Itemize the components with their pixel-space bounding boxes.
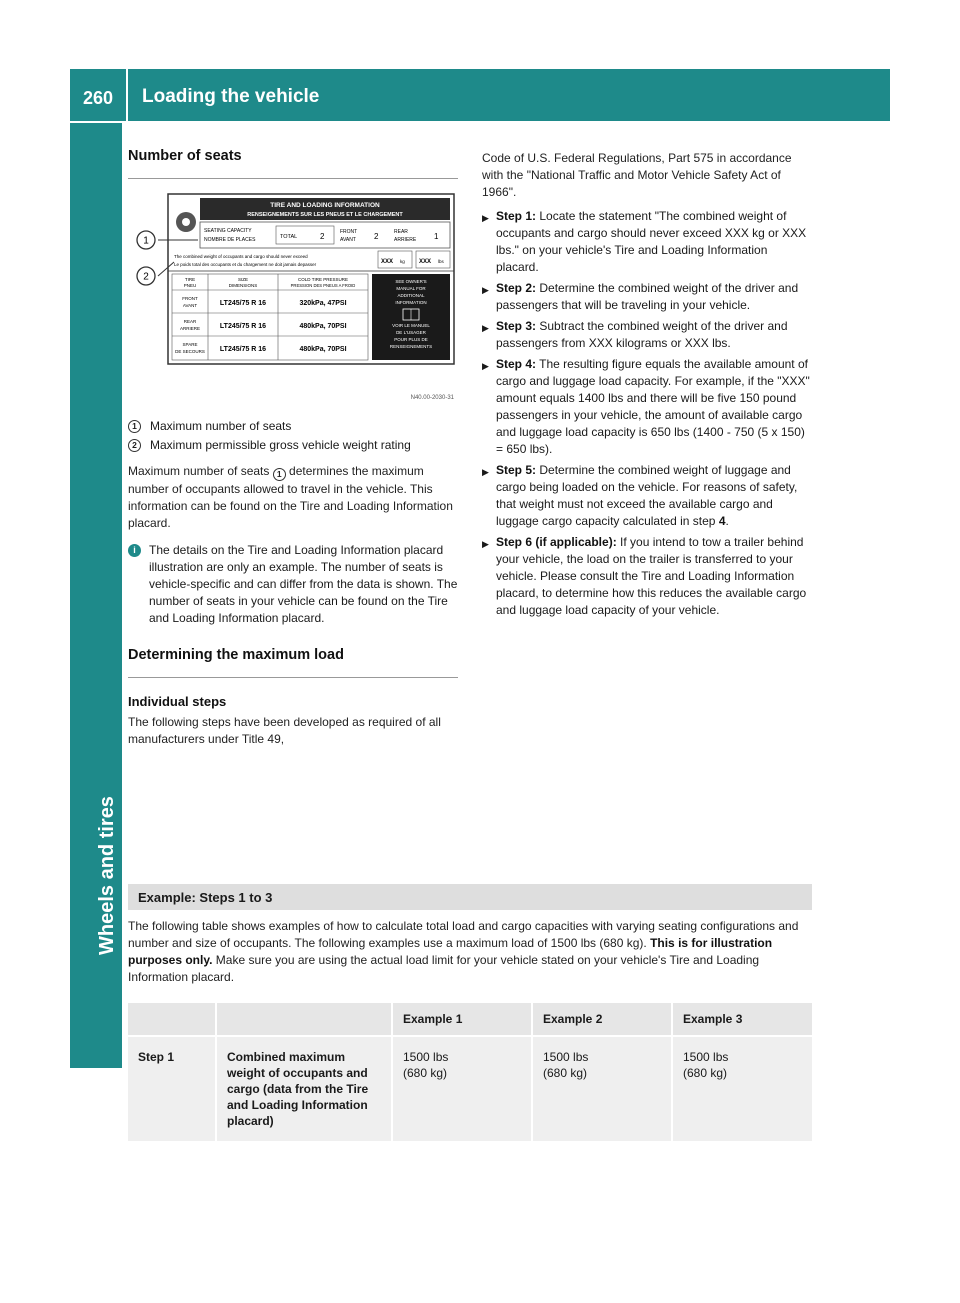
front-label: FRONT bbox=[340, 229, 358, 235]
section-heading-maxload: Determining the maximum load bbox=[128, 647, 344, 663]
col-tire: TIRE bbox=[184, 277, 196, 282]
svg-text:1: 1 bbox=[143, 235, 149, 247]
step-item: ▶ Step 5: Determine the combined weight of luggage and cargo being loaded on the vehicle. For reasons of safety, that weight must not exceed the available cargo and luggage cargo capacity calculated in step 4. bbox=[482, 463, 798, 528]
placard-title-fr: RENSEIGNEMENTS SUR LES PNEUS ET LE CHARGEMENT bbox=[247, 212, 403, 218]
seats-paragraph: Maximum number of seats 1 determines the maximum number of occupants allowed to travel in the vehicle. This information can be found on the Tire and Loading Information placard. bbox=[128, 464, 453, 530]
col-example-3: Example 3 bbox=[672, 1003, 812, 1036]
legend-item: 2 Maximum permissible gross vehicle weight rating bbox=[128, 437, 458, 454]
svg-text:480kPa, 70PSI: 480kPa, 70PSI bbox=[299, 346, 347, 353]
regulation-paragraph: Code of U.S. Federal Regulations, Part 575 in accordance with the "National Traffic and Motor Vehicle Safety Act of 1966". bbox=[482, 151, 792, 199]
info-icon: i bbox=[128, 544, 141, 557]
svg-text:MANUAL FOR: MANUAL FOR bbox=[396, 286, 426, 291]
col-size: SIZE bbox=[237, 277, 249, 282]
col-cold-fr: PRESSION DES PNEUS A FROID bbox=[290, 283, 356, 288]
svg-text:AVANT: AVANT bbox=[182, 303, 198, 308]
right-column bbox=[482, 150, 812, 623]
svg-text:RENSEIGNEMENTS: RENSEIGNEMENTS bbox=[389, 344, 433, 349]
section-heading-seats: Number of seats bbox=[128, 148, 242, 164]
seats-text bbox=[128, 416, 458, 748]
tire-loading-placard-illustration bbox=[128, 182, 458, 404]
xxx-lbs: XXX bbox=[419, 259, 432, 265]
step-item: ▶ Step 1: Locate the statement "The combined weight of occupants and cargo should never exceed XXX kg or XXX lbs." on your vehicle's Tire and Loading Information placard. bbox=[482, 209, 807, 274]
intro-paragraph: The following steps have been developed as required of all manufacturers under Title 49, bbox=[128, 715, 441, 746]
svg-text:LT245/75 R 16: LT245/75 R 16 bbox=[219, 300, 267, 307]
svg-text:VOIR LE MANUEL: VOIR LE MANUEL bbox=[392, 323, 430, 328]
col-size-fr: DIMENSIONS bbox=[228, 283, 258, 288]
legend-item: 1 Maximum number of seats bbox=[128, 418, 458, 435]
xxx-kg: XXX bbox=[381, 259, 394, 265]
svg-text:2: 2 bbox=[143, 271, 149, 283]
placard-title: TIRE AND LOADING INFORMATION bbox=[270, 202, 380, 209]
svg-text:DE L'USAGER: DE L'USAGER bbox=[396, 330, 426, 335]
svg-text:480kPa, 70PSI: 480kPa, 70PSI bbox=[299, 323, 347, 330]
section-rule bbox=[128, 677, 458, 678]
rear-label-fr: ARRIERE bbox=[394, 237, 417, 243]
rear-label: REAR bbox=[394, 229, 408, 235]
weight-statement-fr: Le poids total des occupants et du chargement ne doit jamais depasser bbox=[174, 262, 317, 267]
col-tire-fr: PNEU bbox=[183, 283, 197, 288]
svg-text:POUR PLUS DE: POUR PLUS DE bbox=[394, 337, 428, 342]
svg-text:INFORMATION: INFORMATION bbox=[395, 300, 427, 305]
col-example-1: Example 1 bbox=[392, 1003, 532, 1036]
side-tab-label: Wheels and tires bbox=[96, 796, 118, 955]
total-label: TOTAL bbox=[280, 234, 298, 240]
page-header bbox=[70, 69, 890, 121]
svg-text:320kPa, 47PSI: 320kPa, 47PSI bbox=[299, 300, 347, 307]
example-paragraph: The following table shows examples of how to calculate total load and cargo capacities with varying seating configurations and number and size of occupants. The following examples use a maximum load of 1500 lbs (680 kg). This is for illustration purposes only. Make sure you are using the actual load limit for your vehicle stated on your vehicle's Tire and Loading Information placard. bbox=[128, 919, 799, 984]
example-heading: Example: Steps 1 to 3 bbox=[128, 884, 812, 910]
info-note: i The details on the Tire and Loading Information placard illustration are only an example. The number of seats is vehicle-specific and can differ from the data is shown. The number of seats in your vehicle can be found on the Tire and Loading Information placard. bbox=[128, 542, 458, 627]
kg-unit: kg bbox=[400, 259, 405, 264]
svg-text:LT245/75 R 16: LT245/75 R 16 bbox=[219, 346, 267, 353]
table-row: Step 1 Combined maximum weight of occupants and cargo (data from the Tire and Loading Information placard) 1500 lbs (680 kg) 1500 lbs (680 kg) 1500 lbs (680 kg) bbox=[128, 1036, 812, 1141]
section-rule bbox=[128, 178, 458, 179]
step-item: ▶ Step 6 (if applicable): If you intend to tow a trailer behind your vehicle, the load on the trailer is transferred to your vehicle. Please consult the Tire and Loading Information placard, to determine how this reduces the available cargo and luggage load capacity of your vehicle. bbox=[482, 535, 807, 617]
step-item: ▶ Step 2: Determine the combined weight of the driver and passengers that will be traveling in your vehicle. bbox=[482, 281, 799, 312]
svg-text:ARRIERE: ARRIERE bbox=[179, 326, 201, 331]
total-value: 2 bbox=[320, 232, 325, 241]
seating-label: SEATING CAPACITY bbox=[204, 228, 252, 234]
step-item: ▶ Step 4: The resulting figure equals the available amount of cargo and luggage load capacity. For example, if the "XXX" amount equals 1400 lbs and there will be five 150 pound passengers in your vehicle, the amount of available cargo and luggage load capacity is 650 lbs (1400 - 750 (5 x 150) = 650 lbs). bbox=[482, 357, 810, 456]
svg-text:SPARE: SPARE bbox=[182, 342, 198, 347]
rear-value: 1 bbox=[434, 232, 439, 241]
left-column bbox=[128, 148, 458, 179]
lbs-unit: lbs bbox=[438, 259, 444, 264]
subheading-steps: Individual steps bbox=[128, 694, 227, 709]
weight-statement: The combined weight of occupants and cargo should never exceed bbox=[174, 254, 308, 259]
seating-label-fr: NOMBRE DE PLACES bbox=[204, 237, 256, 243]
svg-text:LT245/75 R 16: LT245/75 R 16 bbox=[219, 323, 267, 330]
svg-text:SEE OWNER'S: SEE OWNER'S bbox=[395, 279, 427, 284]
page-number: 260 bbox=[82, 87, 114, 108]
front-label-fr: AVANT bbox=[340, 237, 356, 243]
front-value: 2 bbox=[374, 232, 379, 241]
image-code: N40.00-2030-31 bbox=[410, 395, 454, 401]
step-item: ▶ Step 3: Subtract the combined weight of the driver and passengers from XXX kilograms or XXX lbs. bbox=[482, 319, 788, 350]
col-example-2: Example 2 bbox=[532, 1003, 672, 1036]
svg-text:DE SECOURS: DE SECOURS bbox=[175, 349, 205, 354]
svg-text:FRONT: FRONT bbox=[182, 296, 198, 301]
svg-text:REAR: REAR bbox=[183, 319, 197, 324]
svg-text:ADDITIONAL: ADDITIONAL bbox=[397, 293, 425, 298]
table-header-row bbox=[128, 1003, 812, 1036]
chapter-title: Loading the vehicle bbox=[142, 86, 320, 107]
col-cold: COLD TIRE PRESSURE bbox=[298, 277, 348, 282]
example-table bbox=[128, 1003, 812, 1141]
